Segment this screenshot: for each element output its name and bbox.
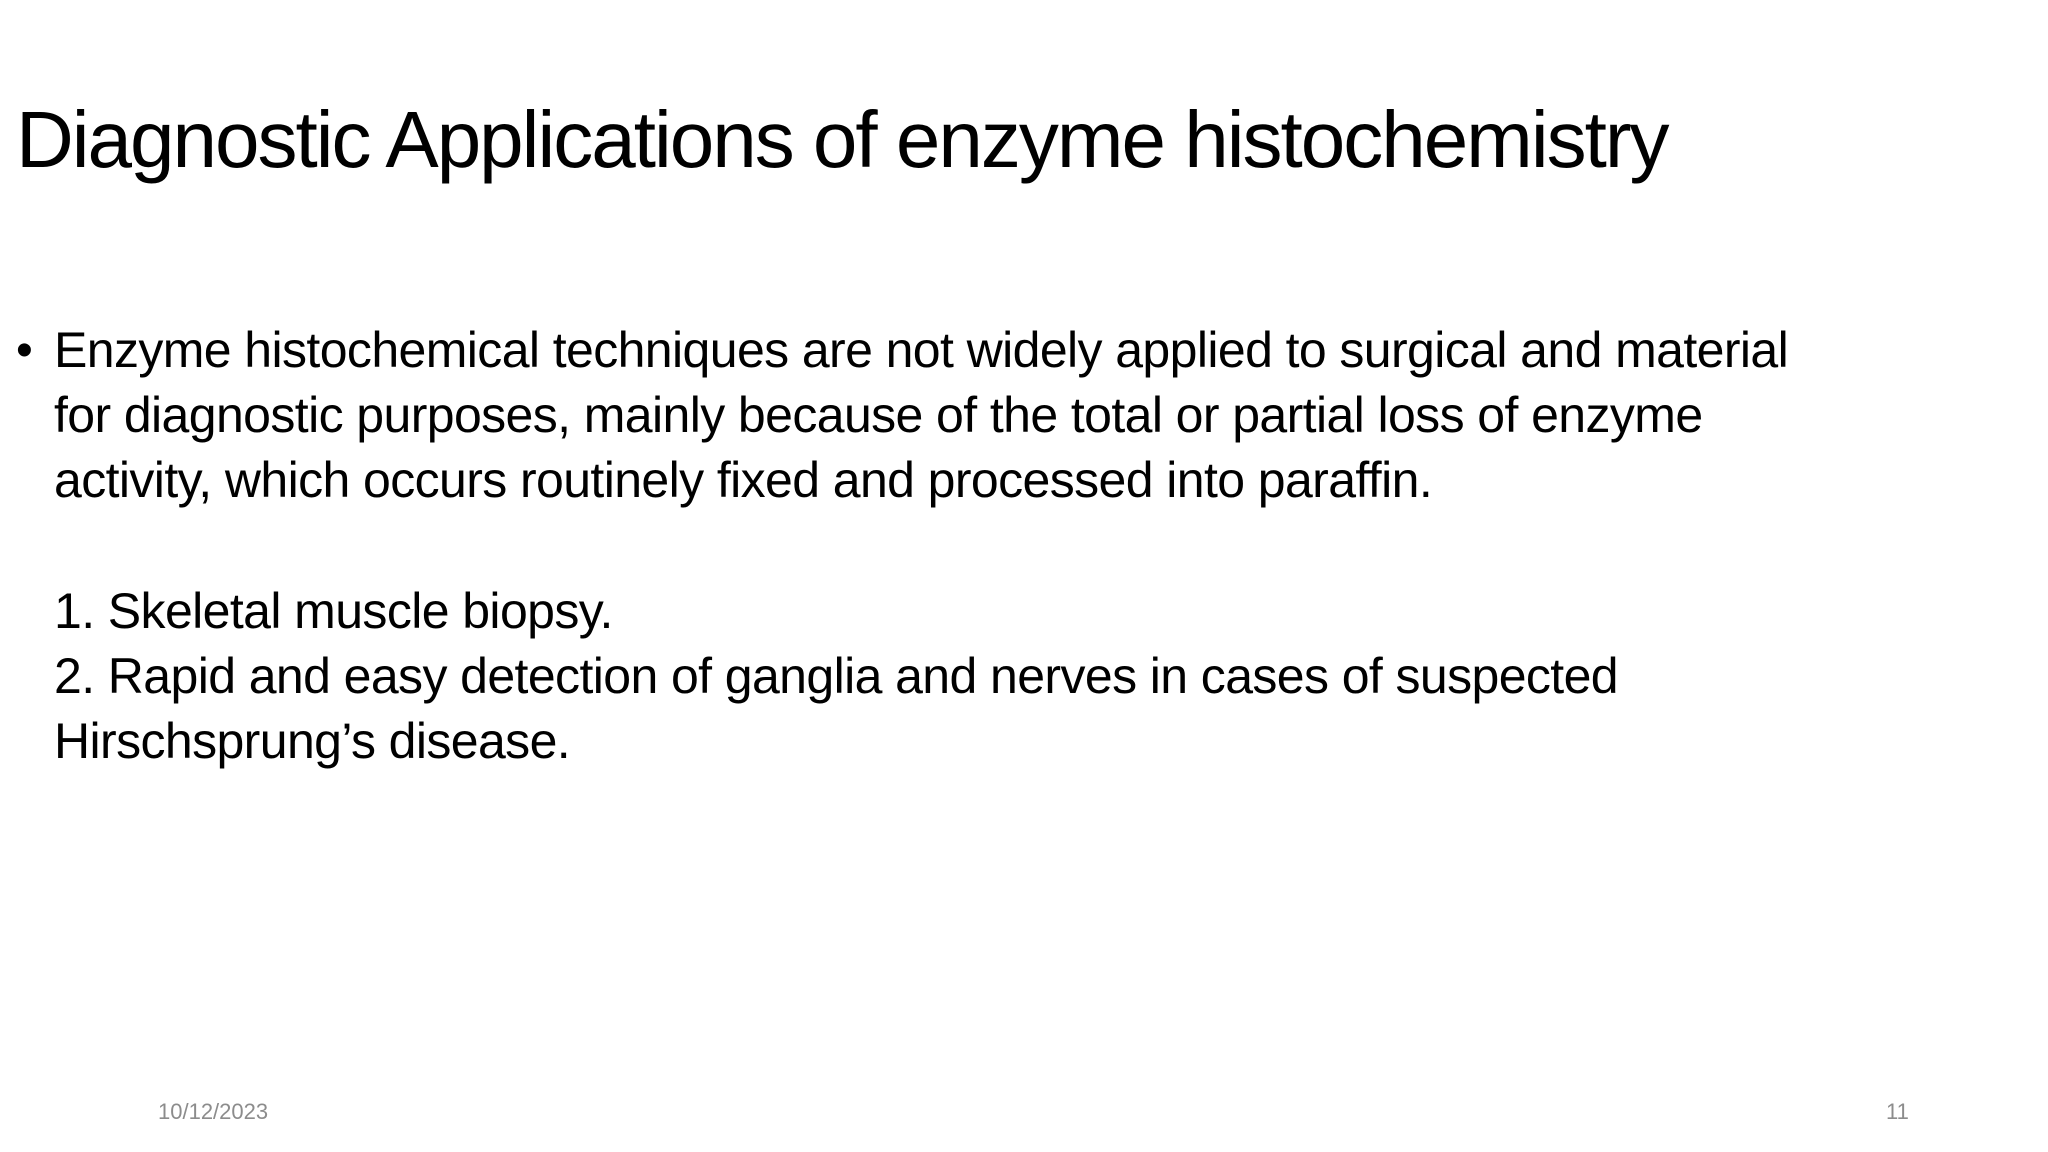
list-line-2: 2. Rapid and easy detection of ganglia and nerves in cases of suspected [54, 648, 1619, 704]
footer-page-number: 11 [1886, 1099, 1909, 1124]
bullet-item [16, 318, 2026, 774]
paragraph-line-3: activity, which occurs routinely fixed and processed into paraffin. [54, 452, 1433, 508]
footer-date: 10/12/2023 [158, 1099, 269, 1124]
paragraph-line-2: for diagnostic purposes, mainly because of the total or partial loss of enzyme [54, 387, 1703, 443]
slide-content [16, 318, 2026, 774]
paragraph-spacer [54, 513, 2026, 579]
list-line-3: Hirschsprung’s disease. [54, 713, 571, 769]
bullet-marker: • [16, 324, 33, 377]
slide-title: Diagnostic Applications of enzyme histochemistry [16, 95, 1668, 184]
list-line-1: 1. Skeletal muscle biopsy. [54, 583, 613, 639]
paragraph-line-1: Enzyme histochemical techniques are not widely applied to surgical and material [54, 322, 1789, 378]
